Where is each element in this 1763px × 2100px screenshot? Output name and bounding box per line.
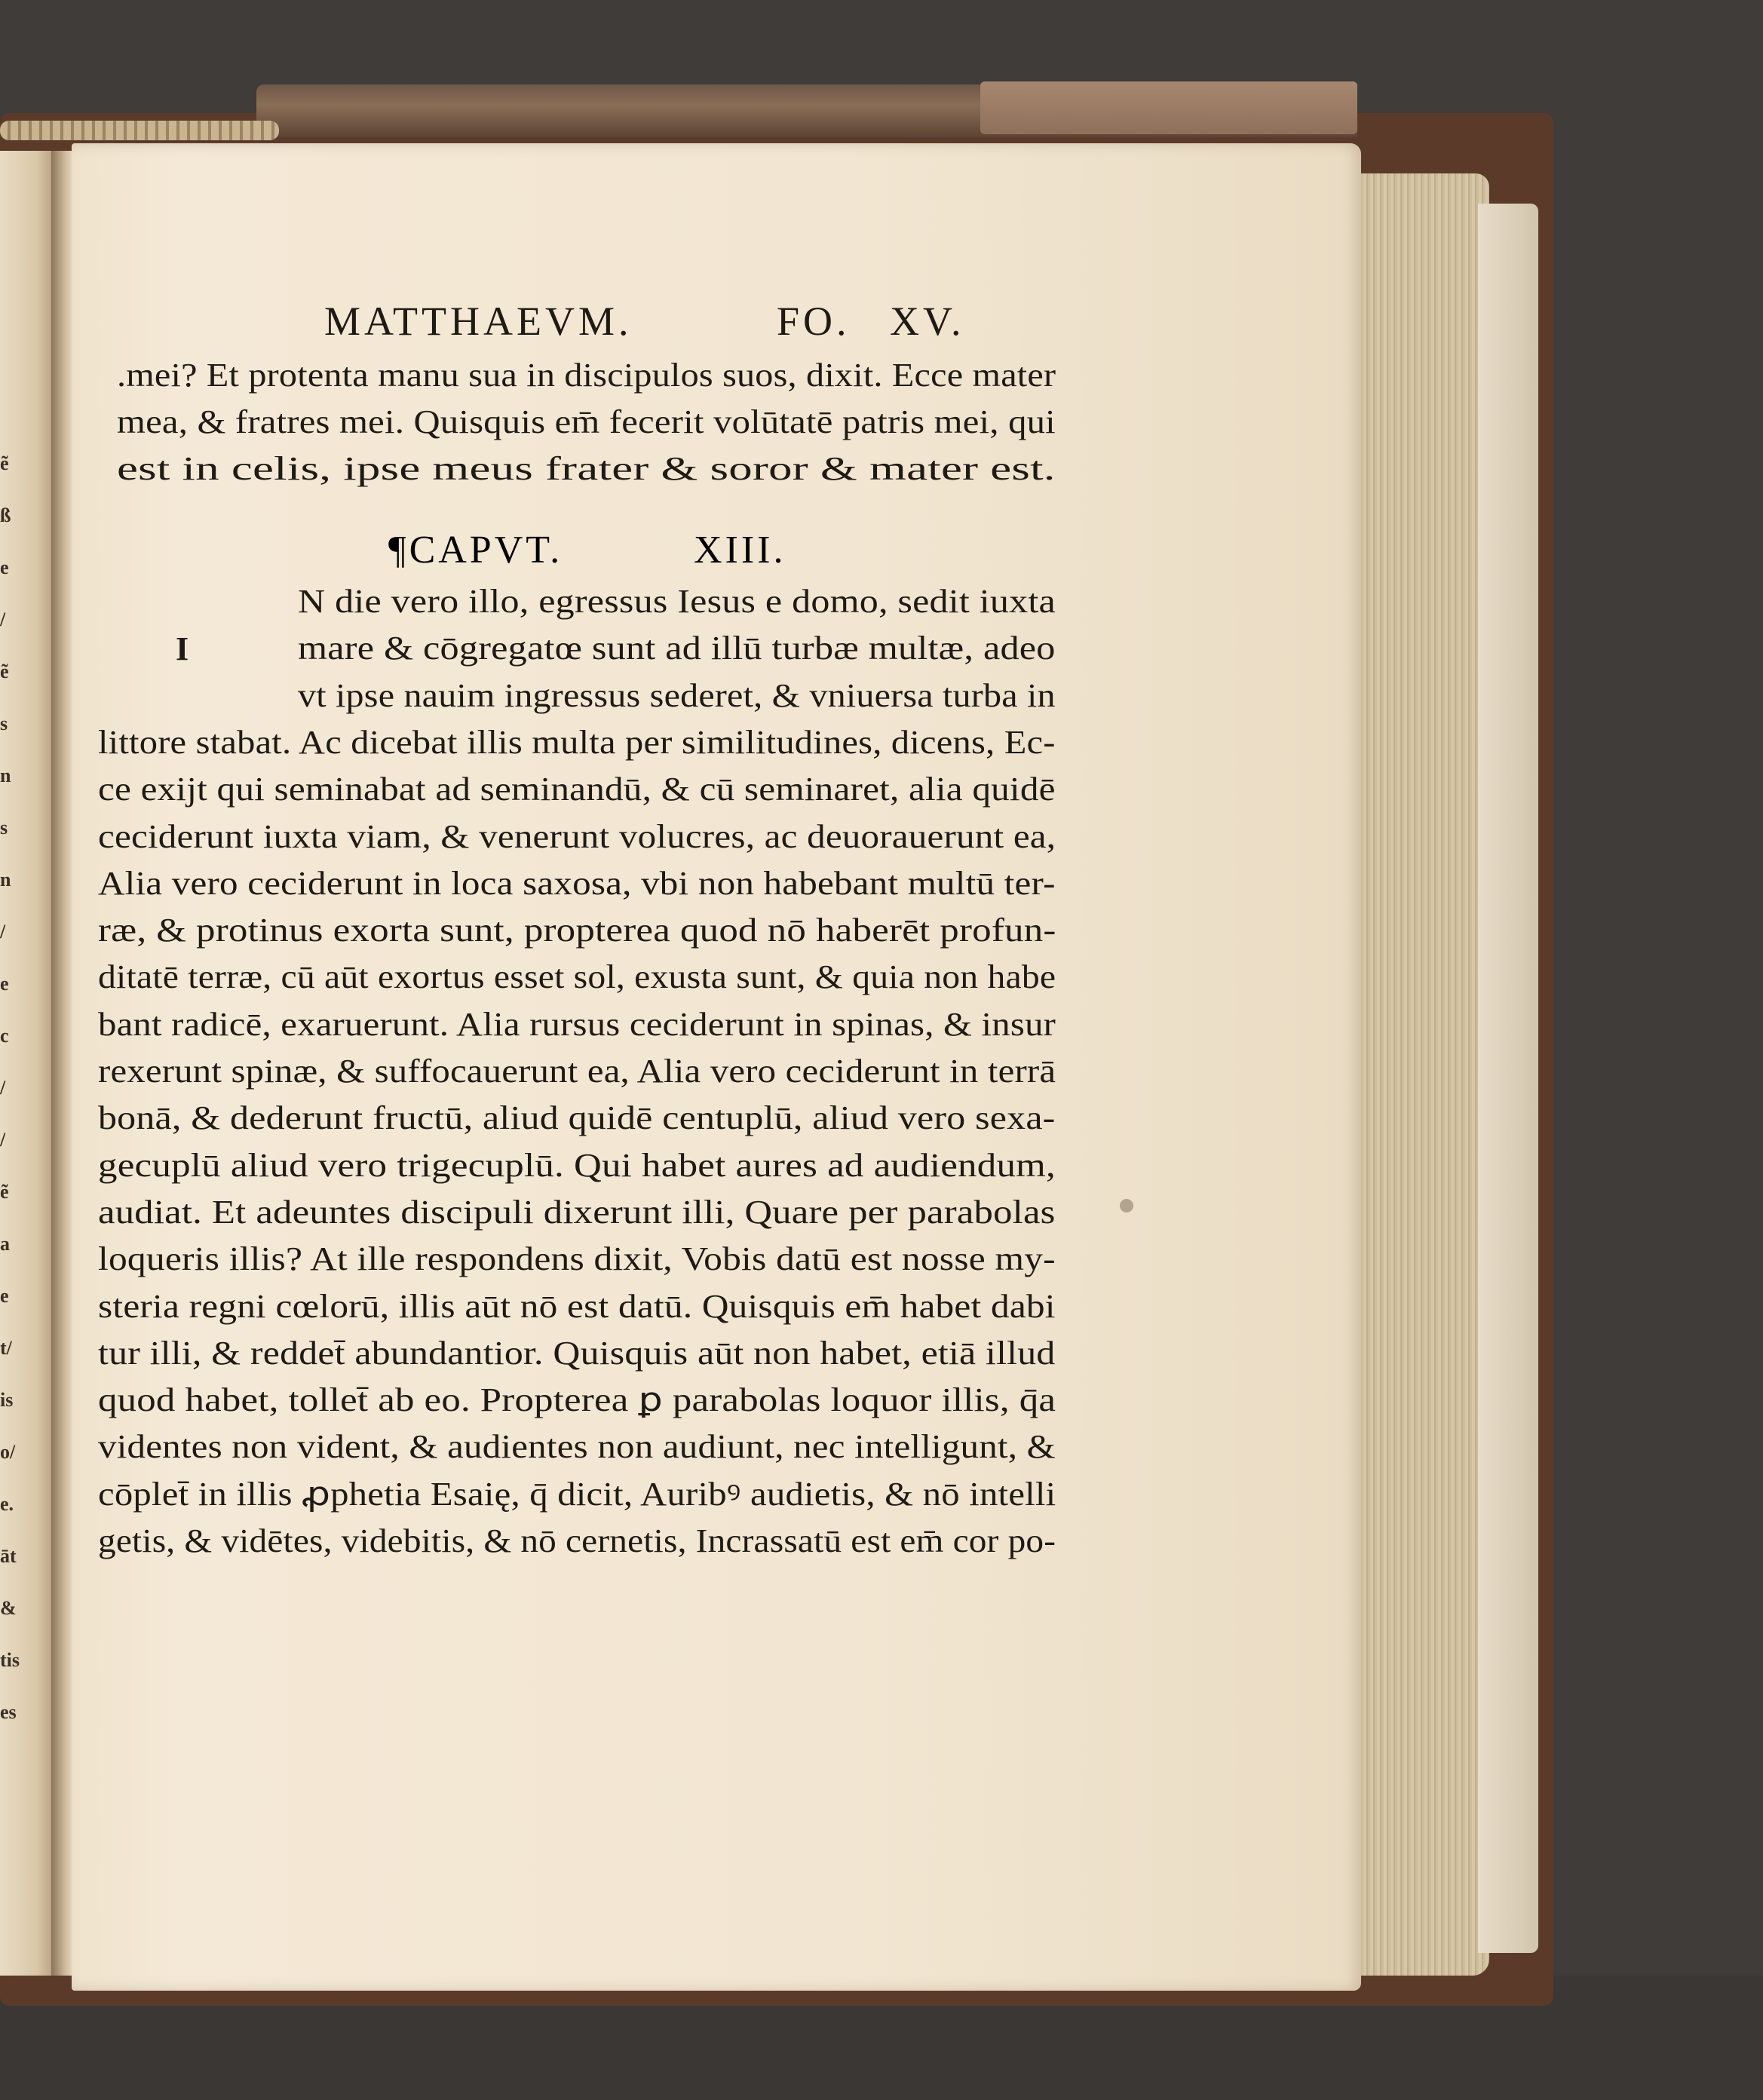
- drop-initial-space: [81, 343, 189, 667]
- left-page-fragment: e: [0, 1285, 9, 1307]
- left-page-fragment: /: [0, 1129, 6, 1151]
- page-block-edge: [1350, 173, 1489, 1976]
- binding-cord: [0, 121, 279, 140]
- left-page-fragment: ẽ: [0, 661, 9, 682]
- text-line: gecuplū aliud vero trigecuplū. Qui habet aures ad audiendum,: [98, 1147, 1056, 1184]
- left-page-fragment: t/: [0, 1337, 12, 1359]
- text-line: est in celis, ipse meus frater & soror & mater est.: [117, 450, 1056, 487]
- running-head: [324, 298, 965, 345]
- left-page-fragment: n: [0, 765, 11, 786]
- left-page-fragment: ß: [0, 504, 11, 526]
- left-page-fragment: e: [0, 556, 9, 578]
- left-page-fragment: e: [0, 973, 9, 995]
- text-line: .mei? Et protenta manu sua in discipulos suos, dixit. Ecce mater: [117, 357, 1056, 394]
- text-line: rexerunt spinæ, & suffocauerunt ea, Alia vero ceciderunt in terrā: [98, 1053, 1056, 1090]
- chapter-label: CAPVT.: [409, 529, 563, 572]
- left-page-fragment: tis: [0, 1649, 20, 1671]
- left-page-fragment: c: [0, 1025, 9, 1047]
- left-page-fragment: n: [0, 869, 11, 891]
- left-page-fragment: ẽ: [0, 452, 9, 474]
- text-line: ræ, & protinus exorta sunt, propterea quod nō haberēt profun-: [98, 912, 1056, 949]
- left-page-fragments: [0, 452, 23, 1847]
- running-head-title: MATTHAEVM.: [324, 299, 633, 344]
- left-page-fragment: /: [0, 921, 6, 943]
- text-line: loqueris illis? At ille respondens dixit, Vobis datū est nosse my-: [98, 1240, 1056, 1277]
- guide-letter: I: [176, 630, 189, 667]
- left-page-fragment: āt: [0, 1545, 17, 1567]
- running-head-folio: FO.: [777, 299, 851, 344]
- pilcrow-mark: ¶: [388, 529, 409, 572]
- text-line: vt ipse nauim ingressus sederet, & vniuersa turba in: [298, 677, 1056, 714]
- text-line: mea, & fratres mei. Quisquis em̄ fecerit volūtatē patris mei, qui: [117, 403, 1056, 440]
- text-line: ditatē terræ, cū aūt exortus esset sol, exusta sunt, & quia non habe: [98, 958, 1056, 995]
- left-page-fragment: o/: [0, 1441, 16, 1463]
- text-line: audiat. Et adeuntes discipuli dixerunt illi, Quare per parabolas: [98, 1194, 1056, 1231]
- left-page-fragment: a: [0, 1233, 10, 1255]
- text-line: Alia vero ceciderunt in loca saxosa, vbi non habebant multū ter-: [98, 865, 1056, 902]
- inserted-leaf: [1478, 204, 1538, 1953]
- text-line: tur illi, & reddet̄ abundantior. Quisquis aūt non habet, etiā illud: [98, 1335, 1056, 1372]
- text-line: littore stabat. Ac dicebat illis multa per similitudines, dicens, Ec-: [98, 724, 1056, 761]
- text-line: ce exijt qui seminabat ad seminandū, & cū seminaret, alia quidē: [98, 771, 1056, 808]
- text-line: cōplet̄ in illis ꝓphetia Esaię, q̄ dicit, Auribꝰ audietis, & nō intelli: [98, 1476, 1056, 1513]
- text-line: bant radicē, exaruerunt. Alia rursus ceciderunt in spinas, & insur: [98, 1006, 1056, 1043]
- chapter-number: XIII.: [694, 529, 786, 572]
- left-page-fragment: ẽ: [0, 1181, 9, 1203]
- text-line: getis, & vidētes, videbitis, & nō cernetis, Incrassatū est em̄ cor po-: [98, 1522, 1056, 1559]
- running-head-numeral: XV.: [890, 299, 965, 344]
- left-page-fragment: e.: [0, 1493, 14, 1515]
- text-line: mare & cōgregatœ sunt ad illū turbæ multæ, adeo: [298, 630, 1056, 667]
- left-page-fragment: is: [0, 1389, 14, 1411]
- left-page-strip: [0, 151, 53, 1976]
- left-page-fragment: es: [0, 1701, 17, 1723]
- text-line: ceciderunt iuxta viam, & venerunt volucres, ac deuorauerunt ea,: [98, 818, 1056, 855]
- text-line: bonā, & dederunt fructū, aliud quidē centuplū, aliud vero sexa-: [98, 1099, 1056, 1136]
- left-page-fragment: s: [0, 817, 8, 838]
- text-line: quod habet, tollet̄ ab eo. Propterea ꝑ parabolas loquor illis, q̄a: [98, 1381, 1056, 1418]
- text-line: N die vero illo, egressus Iesus e domo, sedit iuxta: [298, 583, 1056, 620]
- chapter-heading: [388, 528, 786, 572]
- left-page-fragment: s: [0, 713, 8, 734]
- paper-stain: [1120, 1199, 1133, 1212]
- left-page-fragment: &: [0, 1597, 17, 1619]
- book-top-edge-light: [980, 81, 1357, 134]
- left-page-fragment: /: [0, 609, 6, 630]
- gutter-shadow: [51, 151, 74, 1976]
- left-page-fragment: /: [0, 1077, 6, 1099]
- text-line: videntes non vident, & audientes non audiunt, nec intelligunt, &: [98, 1428, 1056, 1465]
- text-line: steria regni cœlorū, illis aūt nō est datū. Quisquis em̄ habet dabi: [98, 1288, 1056, 1325]
